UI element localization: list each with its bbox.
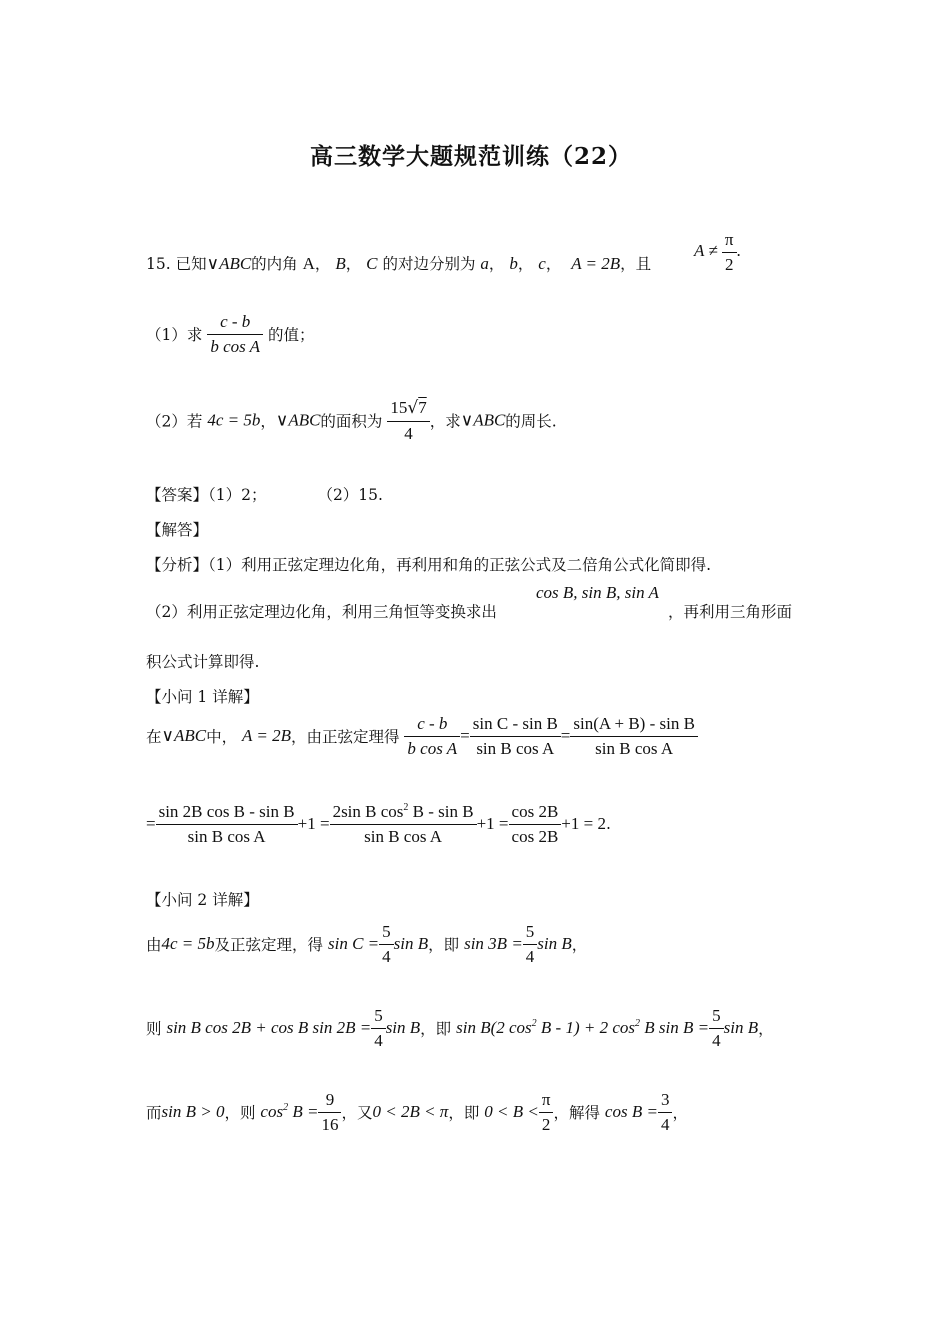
sub2-line-3: 而sin B > 0，则 $\cos^2 B$ = $\frac{9}{16}$ ，又0 < 2B < π，即 0 < B < $\frac{\pi}{2}$ ，解得 cos B = $\frac{3}{4}$ ，: [146, 1090, 688, 1134]
answer-line: 【答案】（1）2； （2）15.: [146, 486, 383, 504]
sub1-label: 【小问 1 详解】: [146, 688, 259, 706]
sub1-line-1: 在∨ABC中， A = 2B，由正弦定理得 $\frac{c - b}{\text{b cos A}}$ = $\frac{\text{sin C - sin B}}{\text{sin B cos A}}$ = $\frac{\text{sin(A + B) - sin B}}{\text{sin B cos A}}$: [146, 714, 698, 758]
area-fraction: $\frac{15√7}{4}$: [387, 398, 429, 443]
question-2: （2）若 4c = 5b，∨ABC的面积为 $\frac{15√7}{4}$ ，求∨ABC的周长.: [146, 398, 557, 443]
problem-number: 15.: [146, 255, 171, 273]
answer-label: 【答案】: [146, 486, 209, 504]
sub2-label: 【小问 2 详解】: [146, 891, 259, 909]
condition-a-ne-pi-over-2: A ≠ $\frac{\pi}{2}$ .: [694, 230, 741, 274]
triangle-symbol: ∨: [275, 410, 289, 431]
q1-fraction: $\frac{c - b}{\text{b cos A}}$: [207, 312, 263, 356]
page-title: 高三数学大题规范训练（22）: [310, 143, 633, 170]
analysis-line-3: 积公式计算即得.: [146, 653, 260, 671]
analysis-line-2-suffix: ，再利用三角形面: [668, 603, 793, 621]
problem-statement: 15. 已知∨ABC的内角 A， B， C 的对边分别为 a， b， c， A = 2B，且: [146, 254, 652, 274]
sub2-line-1: 由4c = 5b及正弦定理，得 sin C = $\frac{5}{4}$ sin B，即 sin 3B = $\frac{5}{4}$ sin B，: [146, 922, 588, 966]
triangle-symbol: ∨: [460, 410, 474, 431]
question-1: （1）求 $\frac{c - b}{\text{b cos A}}$ 的值；: [146, 312, 315, 356]
solution-label: 【解答】: [146, 521, 209, 539]
analysis-line-2: （2）利用正弦定理边化角，利用三角恒等变换求出: [146, 603, 497, 621]
sub2-line-2: 则 sin B cos 2B + cos B sin 2B = $\frac{5}{4}$ sin B，即 sin B(2 $\cos^2 B - 1) + 2$ $\cos^2 B$ sin B = $\frac{5}{4}$ sin B，: [146, 1006, 774, 1050]
analysis-math: cos B, sin B, sin A: [536, 583, 659, 602]
analysis-line-1: 【分析】（1）利用正弦定理边化角，再利用和角的正弦公式及二倍角公式化简即得.: [146, 556, 712, 574]
triangle-symbol: ∨: [206, 254, 220, 274]
sub1-line-2: = $\frac{\text{sin 2B cos B - sin B}}{\text{sin B cos A}}$ +1 = $\frac{2\sin B \cos^2 B - \sin B}{\text{sin B cos A}}$ +1 = $\frac{\cos 2B}{\cos 2B}$ +1 = 2.: [146, 802, 611, 846]
triangle-symbol: ∨: [161, 726, 174, 747]
